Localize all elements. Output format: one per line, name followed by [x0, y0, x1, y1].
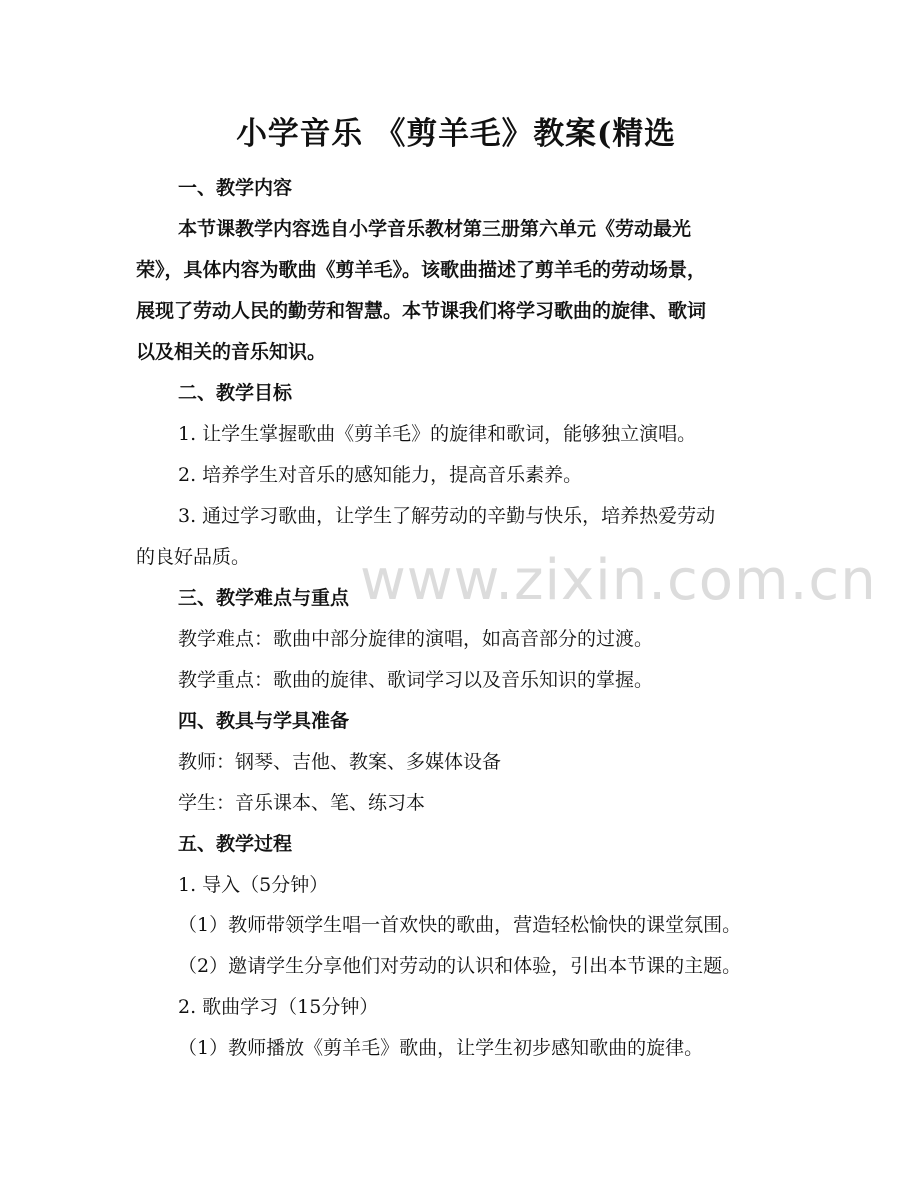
watermark-text: www.zixin.com.cn [360, 548, 877, 613]
content-paragraph-line-4: 以及相关的音乐知识。 [136, 341, 327, 363]
section-heading-process: 五、教学过程 [178, 833, 293, 855]
content-paragraph-line-2: 荣》，具体内容为歌曲《剪羊毛》。该歌曲描述了剪羊毛的劳动场景， [136, 259, 707, 281]
section-heading-difficulties: 三、教学难点与重点 [178, 587, 350, 609]
student-materials: 学生：音乐课本、笔、练习本 [178, 792, 426, 814]
key-point-text: 教学重点：歌曲的旋律、歌词学习以及音乐知识的掌握。 [178, 669, 654, 691]
teacher-materials: 教师：钢琴、吉他、教案、多媒体设备 [178, 751, 502, 773]
section-heading-content: 一、教学内容 [178, 177, 293, 199]
objective-item-2: 2. 培养学生对音乐的感知能力，提高音乐素养。 [178, 464, 583, 486]
content-paragraph-line-3: 展现了劳动人民的勤劳和智慧。本节课我们将学习歌曲的旋律、歌词 [136, 300, 707, 322]
objective-item-1: 1. 让学生掌握歌曲《剪羊毛》的旋律和歌词，能够独立演唱。 [178, 423, 697, 445]
process-step-1-b: （2）邀请学生分享他们对劳动的认识和体验，引出本节课的主题。 [178, 955, 742, 977]
process-step-1: 1. 导入（5分钟） [178, 874, 329, 896]
section-heading-materials: 四、教具与学具准备 [178, 710, 350, 732]
objective-item-3-line-1: 3. 通过学习歌曲，让学生了解劳动的辛勤与快乐，培养热爱劳动 [178, 505, 716, 527]
process-step-2: 2. 歌曲学习（15分钟） [178, 996, 379, 1018]
section-heading-objectives: 二、教学目标 [178, 382, 293, 404]
content-paragraph-line-1: 本节课教学内容选自小学音乐教材第三册第六单元《劳动最光 [178, 218, 692, 240]
process-step-2-a: （1）教师播放《剪羊毛》歌曲，让学生初步感知歌曲的旋律。 [178, 1037, 704, 1059]
process-step-1-a: （1）教师带领学生唱一首欢快的歌曲，营造轻松愉快的课堂氛围。 [178, 914, 742, 936]
document-title: 小学音乐 《剪羊毛》教案(精选 [236, 116, 676, 152]
objective-item-3-line-2: 的良好品质。 [136, 546, 251, 568]
difficulty-text: 教学难点：歌曲中部分旋律的演唱，如高音部分的过渡。 [178, 628, 654, 650]
